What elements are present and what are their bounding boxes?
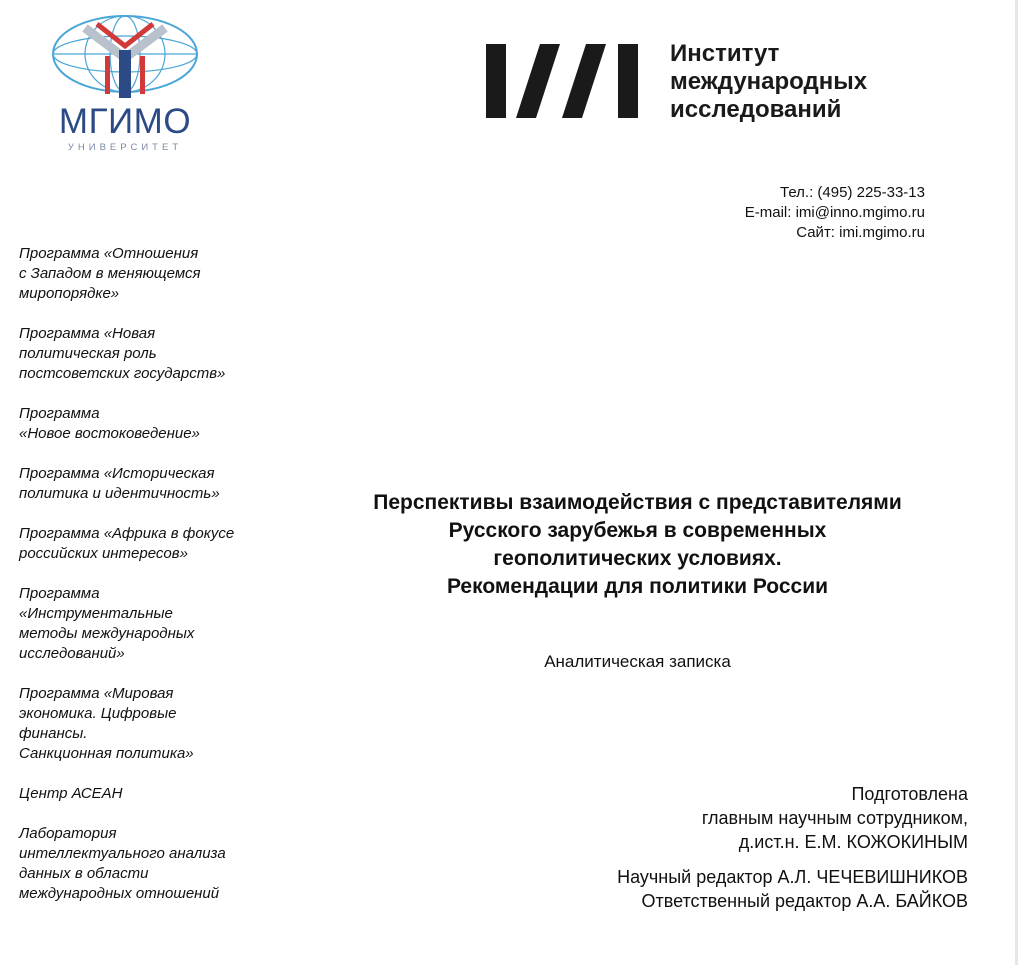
program-item	[19, 324, 289, 384]
imi-logo	[480, 36, 920, 126]
program-line: политическая роль	[19, 345, 157, 362]
program-item	[19, 824, 289, 904]
program-line: Программа «Отношения	[19, 245, 199, 262]
document-title	[300, 489, 975, 601]
program-line: международных отношений	[19, 885, 220, 902]
prepared-by	[702, 782, 968, 854]
program-line: постсоветских государств»	[19, 365, 226, 382]
program-item	[19, 244, 289, 304]
program-line: экономика. Цифровые	[19, 705, 177, 722]
mgimo-logo	[45, 10, 205, 153]
title-line: Перспективы взаимодействия с представителями	[373, 491, 902, 514]
contact-email: E-mail: imi@inno.mgimo.ru	[744, 204, 925, 221]
mgimo-logo-name: МГИМО	[58, 102, 192, 141]
program-line: миропорядке»	[19, 285, 120, 302]
prepared-line: Подготовлена	[851, 784, 968, 804]
program-line: «Новое востоковедение»	[19, 425, 200, 442]
responsible-editor: Ответственный редактор А.А. БАЙКОВ	[641, 891, 968, 911]
scientific-editor: Научный редактор А.Л. ЧЕЧЕВИШНИКОВ	[617, 867, 968, 887]
program-line: финансы.	[19, 725, 88, 742]
imi-logo-line-3: исследований	[670, 96, 842, 123]
mgimo-globe-icon	[45, 10, 205, 105]
program-line: Лаборатория	[19, 825, 117, 842]
program-line: Программа «Африка в фокусе	[19, 525, 235, 542]
program-line: Программа «Историческая	[19, 465, 215, 482]
contacts-block	[745, 183, 925, 243]
program-line: данных в области	[19, 865, 149, 882]
imi-logo-line-2: международных	[670, 68, 868, 95]
program-line: «Инструментальные	[19, 605, 173, 622]
editors-block	[617, 865, 968, 913]
program-line: Программа «Мировая	[19, 685, 174, 702]
program-item	[19, 684, 289, 764]
program-item	[19, 464, 289, 504]
program-line: российских интересов»	[19, 545, 188, 562]
programs-sidebar	[19, 244, 289, 924]
program-line: методы международных	[19, 625, 195, 642]
title-line: геополитических условиях.	[493, 547, 782, 570]
program-item	[19, 524, 289, 564]
program-line: с Западом в меняющемся	[19, 265, 201, 282]
document-type: Аналитическая записка	[544, 652, 731, 671]
prepared-line: д.ист.н. Е.М. КОЖОКИНЫМ	[738, 832, 968, 852]
program-item	[19, 404, 289, 444]
program-line: Программа «Новая	[19, 325, 156, 342]
program-line: Центр АСЕАН	[19, 785, 123, 802]
imi-logo-text	[670, 40, 867, 124]
program-line: Программа	[19, 585, 100, 602]
title-line: Рекомендации для политики России	[446, 575, 829, 598]
program-line: политика и идентичность»	[19, 485, 220, 502]
contact-site: Сайт: imi.mgimo.ru	[796, 224, 925, 241]
imi-logo-line-1: Институт	[670, 40, 780, 67]
imi-logo-mark-icon	[480, 36, 650, 126]
program-line: исследований»	[19, 645, 125, 662]
program-line: Программа	[19, 405, 100, 422]
prepared-line: главным научным сотрудником,	[701, 808, 968, 828]
title-line: Русского зарубежья в современных	[448, 519, 827, 542]
program-line: интеллектуального анализа	[19, 845, 226, 862]
program-item	[19, 784, 289, 804]
program-item	[19, 584, 289, 664]
program-line: Санкционная политика»	[19, 745, 194, 762]
mgimo-logo-subtitle: УНИВЕРСИТЕТ	[67, 142, 183, 153]
contact-phone: Тел.: (495) 225-33-13	[780, 184, 925, 201]
